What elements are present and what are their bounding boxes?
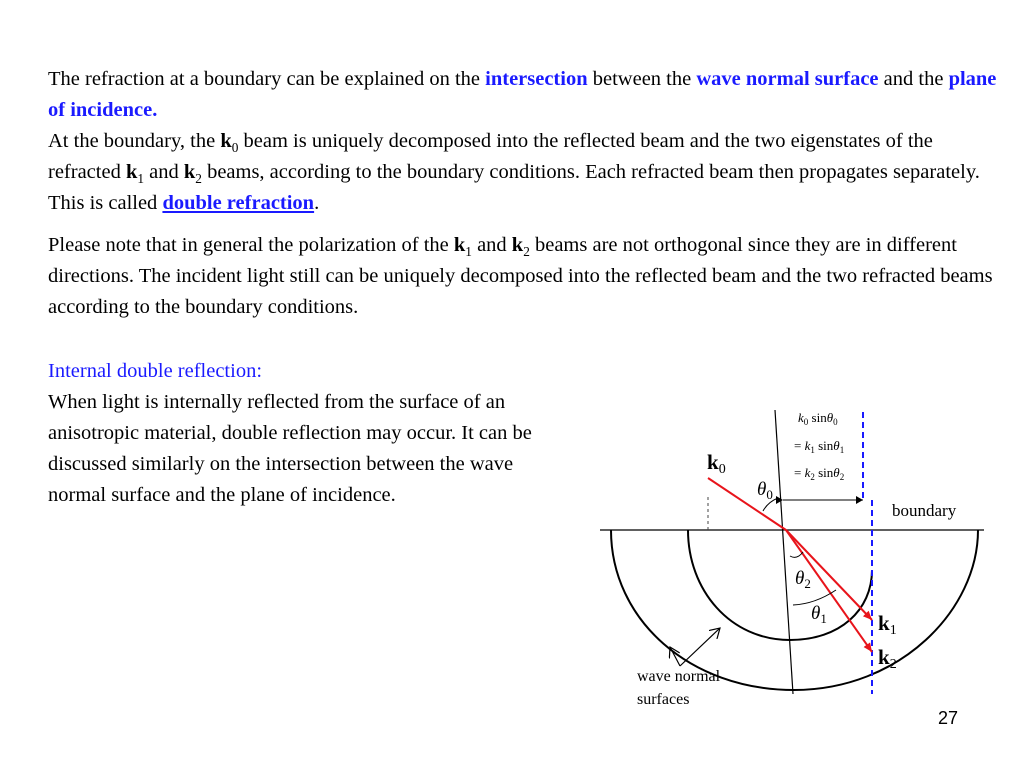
text-span: beams, according to the boundary conditions. Each refracted beam then propagates separately. This is called xyxy=(48,161,980,214)
outer-wave-normal-surface xyxy=(611,530,978,690)
text-span: beams are not orthogonal since they are in different directions. The incident light still can be uniquely decomposed into the reflected beam and the two refracted beams according to the boundary conditions. xyxy=(48,234,993,318)
text-span: At the boundary, the xyxy=(48,130,221,152)
term-plane-of-incidence: plane of incidence. xyxy=(48,68,997,121)
k2-label: k2 xyxy=(878,645,897,672)
text-span: and xyxy=(471,234,512,256)
subscript: 1 xyxy=(465,244,472,260)
text-span: Please note that in general the polarization of the xyxy=(48,234,454,256)
k0-label: k0 xyxy=(707,450,726,477)
theta1-label: $\theta_1$ xyxy=(811,603,827,626)
surfaces-pointer-arrow xyxy=(680,628,720,666)
subscript: 2 xyxy=(523,244,530,260)
text-span: between the xyxy=(587,68,697,90)
inner-wave-normal-surface xyxy=(688,530,872,640)
section-body: When light is internally reflected from the surface of an anisotropic material, double reflection may occur. It can be discussed similarly on the intersection between the wave normal surface and the plane of incidence. xyxy=(48,391,532,506)
page-number: 27 xyxy=(938,708,959,728)
equation-line-1: $k_0$ sinθ$_0$ xyxy=(798,410,838,427)
k1-label: k1 xyxy=(878,611,897,638)
symbol-k1: k xyxy=(125,161,138,183)
k0-incident-beam xyxy=(708,478,786,530)
surfaces-label-line2: surfaces xyxy=(637,691,690,708)
text-span: The refraction at a boundary can be explained on the xyxy=(48,68,486,90)
symbol-k2: k xyxy=(511,234,524,256)
text-span: and the xyxy=(878,68,949,90)
equation-line-3: = $k_2$ sinθ$_2$ xyxy=(794,465,845,482)
subscript: 1 xyxy=(137,171,145,187)
boundary-label: boundary xyxy=(892,501,957,520)
symbol-k2: k xyxy=(183,161,196,183)
normal-line xyxy=(775,410,793,694)
symbol-k1: k xyxy=(453,234,466,256)
term-intersection: intersection xyxy=(485,68,588,90)
equation-line-2: = $k_1$ sinθ$_1$ xyxy=(794,438,845,455)
symbol-k0: k xyxy=(220,130,232,152)
subscript: 2 xyxy=(195,171,202,187)
surfaces-label-line1: wave normal xyxy=(637,668,721,685)
text-span: beam is uniquely decomposed into the reflected beam and the two eigenstates of the refracted xyxy=(48,130,933,183)
term-wave-normal-surface: wave normal surface xyxy=(696,68,879,90)
theta2-label: $\theta_2$ xyxy=(795,568,811,591)
double-refraction-link[interactable]: double refraction xyxy=(162,192,315,214)
text-span: and xyxy=(144,161,184,183)
subscript: 0 xyxy=(231,140,239,156)
section-title: Internal double reflection: xyxy=(48,360,263,382)
text-span: . xyxy=(314,192,320,214)
theta0-label: $\theta_0$ xyxy=(757,479,773,502)
